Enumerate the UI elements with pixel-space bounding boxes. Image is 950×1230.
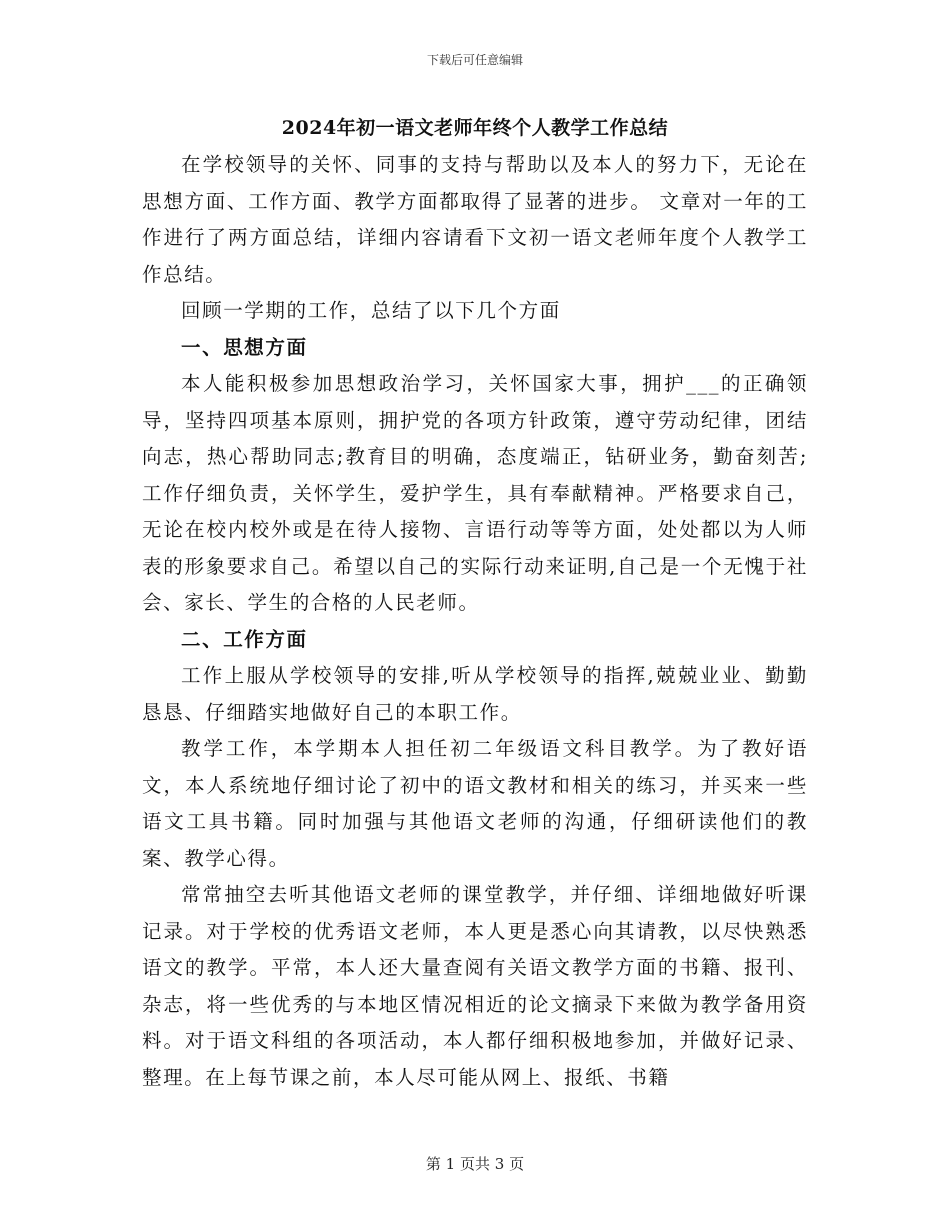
- section-paragraph: 常常抽空去听其他语文老师的课堂教学，并仔细、详细地做好听课记录。对于学校的优秀语文老师，本人更是悉心向其请教，以尽快熟悉语文的教学。平常，本人还大量查阅有关语文教学方面的书籍、报刊、杂志，将一些优秀的与本地区情况相近的论文摘录下来做为教学备用资料。对于语文科组的各项活动，本人都仔细积极地参加，并做好记录、整理。在上每节课之前，本人尽可能从网上、报纸、书籍: [142, 883, 808, 1089]
- page-header-note: 下载后可任意编辑: [426, 53, 523, 67]
- document-title: 2024年初一语文老师年终个人教学工作总结: [281, 117, 669, 139]
- intro-paragraph: 回顾一学期的工作，总结了以下几个方面: [181, 299, 561, 322]
- page-number-footer: 第 1 页共 3 页: [425, 1155, 525, 1173]
- section-paragraph: 本人能积极参加思想政治学习，关怀国家大事，拥护___的正确领导，坚持四项基本原则，拥护党的各项方针政策，遵守劳动纪律，团结向志，热心帮助同志;教育目的明确，态度端正，钻研业务，勤奋刻苦;工作仔细负责，关怀学生，爱护学生，具有奉献精神。严格要求自己，无论在校内校外或是在待人接物、言语行动等等方面，处处都以为人师表的形象要求自己。希望以自己的实际行动来证明,自己是一个无愧于社会、家长、学生的合格的人民老师。: [142, 372, 808, 614]
- document-body: [142, 147, 808, 1096]
- section-paragraph: 工作上服从学校领导的安排,听从学校领导的指挥,兢兢业业、勤勤恳恳、仔细踏实地做好自己的本职工作。: [142, 664, 808, 724]
- section-heading-work: 二、工作方面: [181, 627, 308, 651]
- section-paragraph: 教学工作，本学期本人担任初二年级语文科目教学。为了教好语文，本人系统地仔细讨论了初中的语文教材和相关的练习，并买来一些语文工具书籍。同时加强与其他语文老师的沟通，仔细研读他们的教案、教学心得。: [142, 737, 808, 870]
- intro-paragraph: 在学校领导的关怀、同事的支持与帮助以及本人的努力下，无论在思想方面、工作方面、教学方面都取得了显著的进步。 文章对一年的工作进行了两方面总结，详细内容请看下文初一语文老师年度个人教学工作总结。: [142, 153, 808, 286]
- section-heading-thought: 一、思想方面: [181, 335, 308, 359]
